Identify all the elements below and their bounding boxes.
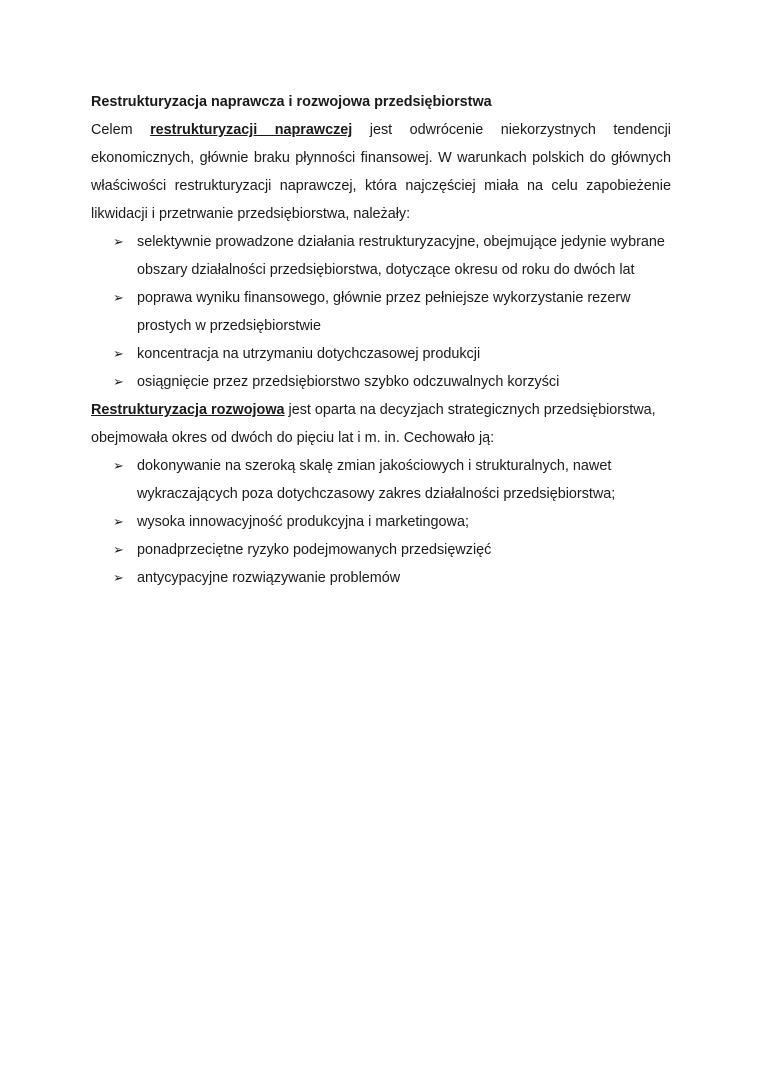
document-page — [91, 88, 671, 592]
list-item — [91, 452, 671, 508]
development-paragraph — [91, 396, 671, 452]
arrowhead-bullet-icon: ➢ — [113, 290, 124, 305]
list-item-text: selektywnie prowadzone działania restrukturyzacyjne, obejmujące jedynie wybrane obszary działalności przedsiębiorstwa, dotyczące okresu od roku do dwóch lat — [137, 234, 665, 278]
list-item — [91, 228, 671, 284]
list-item — [91, 368, 671, 396]
arrowhead-bullet-icon: ➢ — [113, 514, 124, 529]
repair-features-list — [91, 228, 671, 396]
development-rest: jest oparta na decyzjach strategicznych przedsiębiorstwa, obejmowała okres od dwóch do pięciu lat i m. in. Cechowało ją: — [91, 402, 656, 446]
development-features-list — [91, 452, 671, 592]
arrowhead-bullet-icon: ➢ — [113, 346, 124, 361]
list-item — [91, 284, 671, 340]
arrowhead-bullet-icon: ➢ — [113, 570, 124, 585]
term-restructuring-repair: restrukturyzacji naprawczej — [150, 122, 353, 138]
list-item-text: wysoka innowacyjność produkcyjna i marketingowa; — [137, 514, 469, 530]
list-item-text: dokonywanie na szeroką skalę zmian jakościowych i strukturalnych, nawet wykraczających poza dotychczasowy zakres działalności przedsiębiorstwa; — [137, 458, 616, 502]
document-heading: Restrukturyzacja naprawcza i rozwojowa przedsiębiorstwa — [91, 94, 492, 110]
list-item — [91, 564, 671, 592]
intro-prefix: Celem — [91, 122, 151, 138]
list-item — [91, 536, 671, 564]
list-item-text: ponadprzeciętne ryzyko podejmowanych przedsięwzięć — [137, 542, 492, 558]
arrowhead-bullet-icon: ➢ — [113, 458, 124, 473]
list-item — [91, 340, 671, 368]
arrowhead-bullet-icon: ➢ — [113, 374, 124, 389]
list-item-text: poprawa wyniku finansowego, głównie przez pełniejsze wykorzystanie rezerw prostych w przedsiębiorstwie — [137, 290, 631, 334]
list-item-text: osiągnięcie przez przedsiębiorstwo szybko odczuwalnych korzyści — [137, 374, 560, 390]
list-item-text: antycypacyjne rozwiązywanie problemów — [137, 570, 401, 586]
arrowhead-bullet-icon: ➢ — [113, 234, 124, 249]
intro-paragraph — [91, 116, 671, 228]
list-item — [91, 508, 671, 536]
term-restructuring-development: Restrukturyzacja rozwojowa — [91, 402, 285, 418]
list-item-text: koncentracja na utrzymaniu dotychczasowej produkcji — [137, 346, 481, 362]
intro-rest: jest odwrócenie niekorzystnych tendencji ekonomicznych, głównie braku płynności finansowej. W warunkach polskich do głównych właściwości restrukturyzacji naprawczej, która najczęściej miała na celu zapobieżenie likwidacji i przetrwanie przedsiębiorstwa, należały: — [91, 122, 671, 222]
arrowhead-bullet-icon: ➢ — [113, 542, 124, 557]
